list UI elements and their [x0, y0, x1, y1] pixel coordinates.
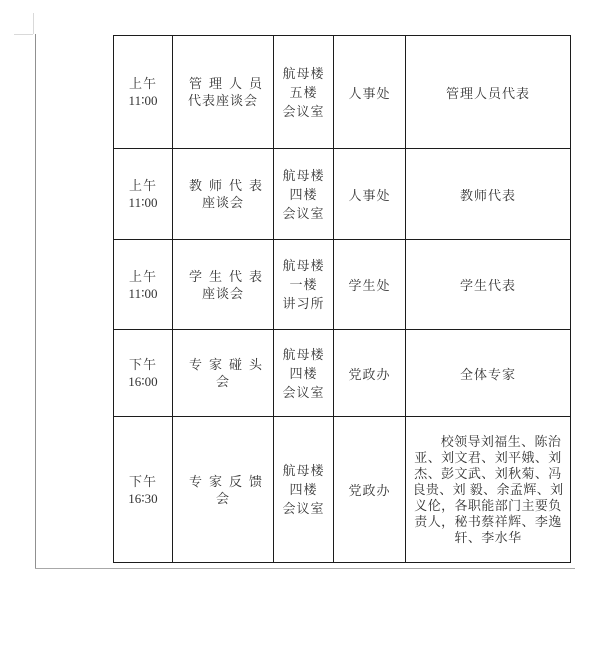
schedule-table	[113, 35, 571, 563]
event-title-line2: 座谈会	[201, 285, 244, 301]
event-title-line1: 专家碰头	[189, 357, 270, 372]
time-period: 上午	[128, 76, 157, 91]
location-line: 会议室	[282, 384, 325, 400]
time-cell	[114, 149, 173, 240]
department-cell: 党政办	[334, 330, 406, 417]
location-line: 四楼	[289, 186, 318, 202]
location-cell	[274, 417, 334, 563]
time-period: 上午	[128, 268, 157, 284]
location-line: 讲习所	[282, 296, 325, 311]
table-row	[114, 417, 571, 563]
time-value: 16∶30	[128, 490, 158, 506]
participants-cell: 管理人员代表	[406, 36, 571, 149]
time-period: 下午	[128, 473, 157, 489]
time-value: 11∶00	[128, 285, 158, 301]
participants-cell: 学生代表	[406, 240, 571, 330]
table-row	[114, 240, 571, 330]
participants-cell: 全体专家	[406, 330, 571, 417]
event-cell	[173, 330, 274, 417]
location-line: 会议室	[282, 103, 325, 119]
time-cell	[114, 240, 173, 330]
participants-paragraph: 校领导刘福生、陈治亚、刘文君、刘平娥、刘 杰、彭文武、刘秋菊、冯良贵、刘 毅、余孟辉、刘义伦，各职能部门主要负责人，秘书蔡祥辉、李逸轩、李水华	[412, 433, 564, 545]
event-title-line1: 学生代表	[189, 268, 270, 284]
location-line: 四楼	[289, 365, 318, 381]
location-cell	[274, 149, 334, 240]
event-title-line1: 管理人员	[189, 76, 270, 91]
table-row	[114, 36, 571, 149]
location-line: 会议室	[282, 501, 325, 516]
time-period: 下午	[128, 357, 157, 372]
outer-grid-left-line	[35, 34, 36, 569]
event-title-line1: 专家反馈	[189, 473, 270, 489]
department-cell: 党政办	[334, 417, 406, 563]
event-title-line2: 会	[215, 374, 230, 389]
outer-grid-bottom-line	[35, 568, 575, 569]
table-row	[114, 330, 571, 417]
location-cell	[274, 36, 334, 149]
location-cell	[274, 330, 334, 417]
location-line: 一楼	[289, 277, 318, 292]
department-cell: 人事处	[334, 36, 406, 149]
table-row	[114, 149, 571, 240]
time-value: 11∶00	[128, 93, 158, 108]
time-cell	[114, 36, 173, 149]
location-line: 会议室	[282, 205, 325, 221]
location-line: 航母楼	[282, 65, 325, 81]
location-line: 航母楼	[282, 258, 325, 273]
participants-cell: 教师代表	[406, 149, 571, 240]
event-title-line2: 座谈会	[201, 195, 244, 210]
department-cell: 学生处	[334, 240, 406, 330]
time-period: 上午	[128, 178, 157, 193]
time-value: 16∶00	[128, 374, 158, 389]
event-title-line2: 会	[215, 490, 230, 506]
location-cell	[274, 240, 334, 330]
time-value: 11∶00	[128, 195, 158, 210]
event-cell	[173, 149, 274, 240]
event-title-line2: 代表座谈会	[187, 93, 258, 108]
time-cell	[114, 417, 173, 563]
participants-cell	[406, 417, 571, 563]
margin-crop-mark-vertical	[33, 13, 34, 34]
event-title-line1: 教师代表	[189, 178, 270, 193]
location-line: 航母楼	[282, 463, 325, 478]
event-cell	[173, 417, 274, 563]
event-cell	[173, 36, 274, 149]
location-line: 航母楼	[282, 167, 325, 183]
time-cell	[114, 330, 173, 417]
location-line: 五楼	[289, 84, 318, 100]
department-cell: 人事处	[334, 149, 406, 240]
event-cell	[173, 240, 274, 330]
margin-crop-mark-horizontal	[14, 34, 33, 35]
location-line: 四楼	[289, 482, 318, 497]
location-line: 航母楼	[282, 346, 325, 362]
